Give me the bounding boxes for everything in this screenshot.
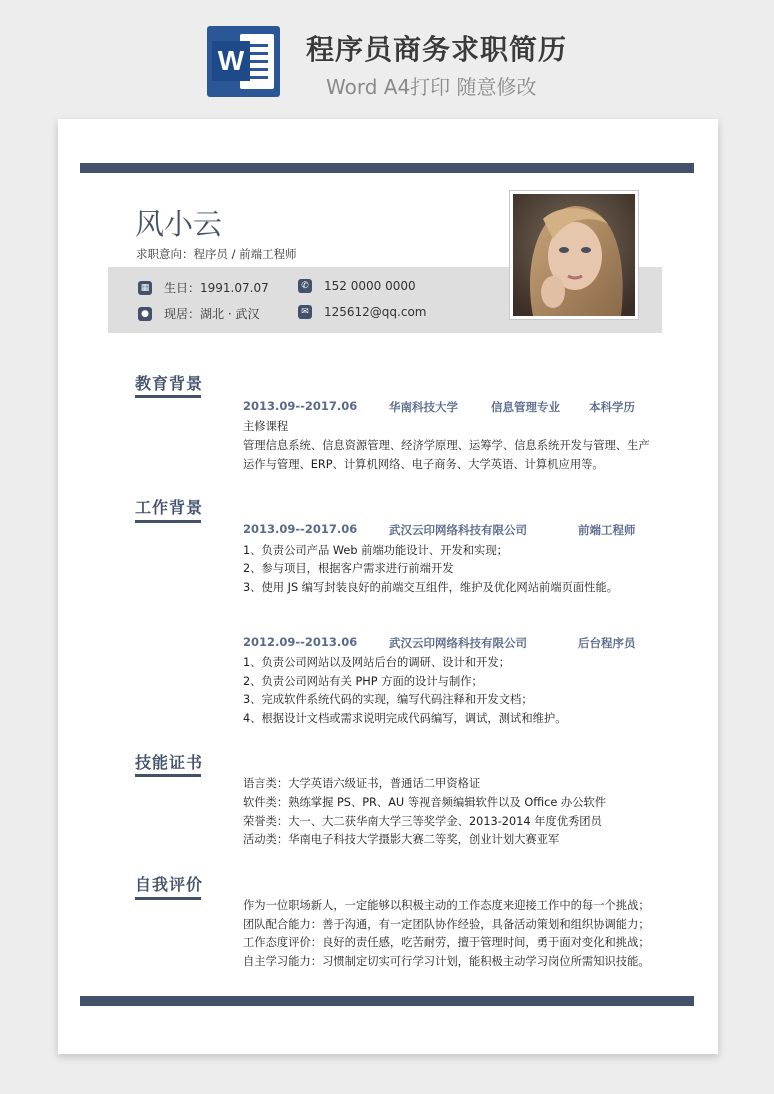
edu-courses-line: 管理信息系统、信息资源管理、经济学原理、运筹学、信息系统开发与管理、生产 [243,439,650,452]
profile-photo [509,190,639,320]
job-company: 武汉云印网络科技有限公司 [389,523,527,537]
self-eval-line: 工作态度评价：良好的责任感，吃苦耐劳，擅于管理时间，勇于面对变化和挑战； [243,936,650,949]
phone-text: 152 0000 0000 [324,279,416,293]
banner-title: 程序员商务求职简历 [306,33,568,66]
job-duty: 1、负责公司网站以及网站后台的调研、设计和开发； [243,656,511,669]
portrait-image [513,194,635,316]
job-role: 前端工程师 [578,523,636,537]
skill-line: 语言类：大学英语六级证书，普通话二甲资格证 [243,777,481,790]
job-duty: 3、完成软件系统代码的实现，编写代码注释和开发文档； [243,693,533,706]
self-eval-line: 作为一位职场新人，一定能够以积极主动的工作态度来迎接工作中的每一个挑战； [243,899,650,912]
residence-item [138,305,259,322]
email-item [298,305,427,319]
birthday-item [138,279,269,296]
job-duty: 2、参与项目，根据客户需求进行前端开发 [243,562,454,575]
word-letter: W [212,41,250,81]
location-icon: ● [138,307,152,321]
job-duty: 4、根据设计文档或需求说明完成代码编写，调试，测试和维护。 [243,712,567,725]
job-role: 后台程序员 [578,636,636,650]
top-rule [80,163,694,173]
candidate-name: 风小云 [135,207,223,241]
bottom-rule [80,996,694,1006]
birthday-text: 生日：1991.07.07 [164,281,269,295]
edu-course-label: 主修课程 [243,420,289,433]
skill-line: 活动类：华南电子科技大学摄影大赛二等奖，创业计划大赛亚军 [243,833,560,846]
section-title-self-eval: 自我评价 [135,875,204,894]
edu-period: 2013.09--2017.06 [243,399,358,413]
email-text: 125612@qq.com [324,305,427,319]
job-duty: 3、使用 JS 编写封装良好的前端交互组件，维护及优化网站前端页面性能。 [243,581,619,594]
job-period: 2013.09--2017.06 [243,522,358,536]
section-title-skills: 技能证书 [135,753,204,772]
word-logo-icon [207,26,280,97]
self-eval-line: 自主学习能力：习惯制定切实可行学习计划，能积极主动学习岗位所需知识技能。 [243,955,650,968]
job-period: 2012.09--2013.06 [243,635,358,649]
banner-subtitle: Word A4打印 随意修改 [326,75,537,99]
section-title-work: 工作背景 [135,498,204,517]
residence-text: 现居：湖北 · 武汉 [164,307,260,321]
self-eval-line: 团队配合能力：善于沟通，有一定团队协作经验，具备活动策划和组织协调能力； [243,918,650,931]
job-intent: 求职意向：程序员 / 前端工程师 [136,247,297,261]
job-duty: 2、负责公司网站有关 PHP 方面的设计与制作； [243,675,483,688]
resume-page [58,119,718,1054]
section-underline [135,774,201,777]
banner [0,0,774,118]
section-underline [135,520,201,523]
section-underline [135,395,201,398]
edu-school: 华南科技大学 [389,400,458,414]
edu-degree: 本科学历 [589,400,635,414]
section-title-education: 教育背景 [135,374,204,393]
mail-icon: ✉ [298,305,312,319]
skill-line: 荣誉类：大一、大二获华南大学三等奖学金、2013-2014 年度优秀团员 [243,815,602,828]
calendar-icon: ▦ [138,281,152,295]
job-duty: 1、负责公司产品 Web 前端功能设计、开发和实现； [243,544,508,557]
job-company: 武汉云印网络科技有限公司 [389,636,527,650]
skill-line: 软件类：熟练掌握 PS、PR、AU 等视音频编辑软件以及 Office 办公软件 [243,796,607,809]
section-underline [135,897,201,900]
phone-icon: ✆ [298,279,312,293]
phone-item [298,279,416,293]
edu-courses-line: 运作与管理、ERP、计算机网络、电子商务、大学英语、计算机应用等。 [243,458,604,471]
edu-major: 信息管理专业 [491,400,560,414]
